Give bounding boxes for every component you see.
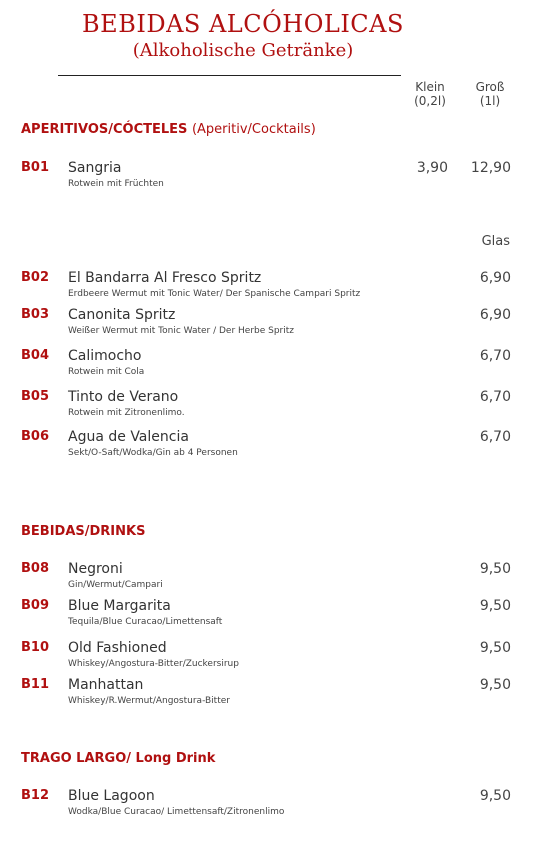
menu-item: [0, 598, 538, 632]
item-price: 9,50: [479, 598, 511, 614]
item-price: 9,50: [479, 788, 511, 804]
menu-item-sangria: [0, 160, 538, 194]
item-code: B11: [21, 677, 49, 692]
item-name: Negroni: [68, 561, 123, 577]
item-price: 6,70: [479, 348, 511, 364]
item-name: Canonita Spritz: [68, 307, 176, 323]
item-price: 6,70: [479, 389, 511, 405]
menu-item: [0, 270, 538, 304]
page-subtitle: (Alkoholische Getränke): [132, 40, 354, 61]
header-divider: [58, 75, 401, 76]
column-large-size: (1l): [479, 94, 501, 108]
item-name: Calimocho: [68, 348, 142, 364]
section-trago-largo: [21, 751, 215, 766]
item-price: 9,50: [479, 640, 511, 656]
item-code: B01: [21, 160, 49, 175]
item-description: Gin/Wermut/Campari: [68, 580, 163, 590]
item-description: Rotwein mit Zitronenlimo.: [68, 408, 185, 418]
item-price-small: 3,90: [416, 160, 448, 176]
column-small-label: Klein: [415, 80, 445, 94]
item-name: Sangria: [68, 160, 122, 176]
section-bebidas-title: BEBIDAS/DRINKS: [21, 524, 146, 539]
section-aperitivos-title: APERITIVOS/CÓCTELES: [21, 122, 188, 137]
menu-item: [0, 429, 538, 463]
item-code: B02: [21, 270, 49, 285]
item-description: Rotwein mit Früchten: [68, 179, 164, 189]
item-description: Wodka/Blue Curacao/ Limettensaft/Zitronenlimo: [68, 807, 285, 817]
item-name: Tinto de Verano: [68, 389, 179, 405]
menu-item: [0, 389, 538, 423]
item-name: El Bandarra Al Fresco Spritz: [68, 270, 262, 286]
section-aperitivos: [21, 122, 316, 137]
menu-item: [0, 348, 538, 382]
item-code: B10: [21, 640, 49, 655]
menu-item: [0, 788, 538, 822]
menu-item: [0, 561, 538, 595]
item-name: Blue Lagoon: [68, 788, 155, 804]
item-code: B04: [21, 348, 49, 363]
item-name: Agua de Valencia: [68, 429, 189, 445]
item-name: Old Fashioned: [68, 640, 167, 656]
page-title: BEBIDAS ALCÓHOLICAS: [82, 10, 404, 38]
item-description: Rotwein mit Cola: [68, 367, 145, 377]
item-price: 9,50: [479, 561, 511, 577]
item-code: B12: [21, 788, 49, 803]
item-price-large: 12,90: [470, 160, 511, 176]
item-name: Blue Margarita: [68, 598, 171, 614]
item-code: B03: [21, 307, 49, 322]
item-price: 6,90: [479, 307, 511, 323]
menu-item: [0, 677, 538, 711]
item-price: 6,90: [479, 270, 511, 286]
menu-item: [0, 640, 538, 674]
item-description: Sekt/O-Saft/Wodka/Gin ab 4 Personen: [68, 448, 238, 458]
item-name: Manhattan: [68, 677, 144, 693]
item-description: Weißer Wermut mit Tonic Water / Der Herbe Spritz: [68, 326, 295, 336]
item-description: Tequila/Blue Curacao/Limettensaft: [68, 617, 223, 627]
glass-column-label: Glas: [481, 234, 510, 249]
item-price: 9,50: [479, 677, 511, 693]
item-price: 6,70: [479, 429, 511, 445]
section-aperitivos-paren: (Aperitiv/Cocktails): [191, 122, 316, 137]
item-description: Whiskey/Angostura-Bitter/Zuckersirup: [68, 659, 239, 669]
item-code: B09: [21, 598, 49, 613]
item-code: B08: [21, 561, 49, 576]
column-header-large: [460, 80, 520, 108]
section-trago-title: TRAGO LARGO/ Long Drink: [21, 751, 216, 766]
menu-item: [0, 307, 538, 341]
item-code: B05: [21, 389, 49, 404]
item-description: Whiskey/R.Wermut/Angostura-Bitter: [68, 696, 230, 706]
section-bebidas: [21, 524, 145, 539]
item-code: B06: [21, 429, 49, 444]
item-description: Erdbeere Wermut mit Tonic Water/ Der Spanische Campari Spritz: [68, 289, 361, 299]
column-small-size: (0,2l): [414, 94, 446, 108]
column-large-label: Groß: [475, 80, 505, 94]
column-header-small: [400, 80, 460, 108]
